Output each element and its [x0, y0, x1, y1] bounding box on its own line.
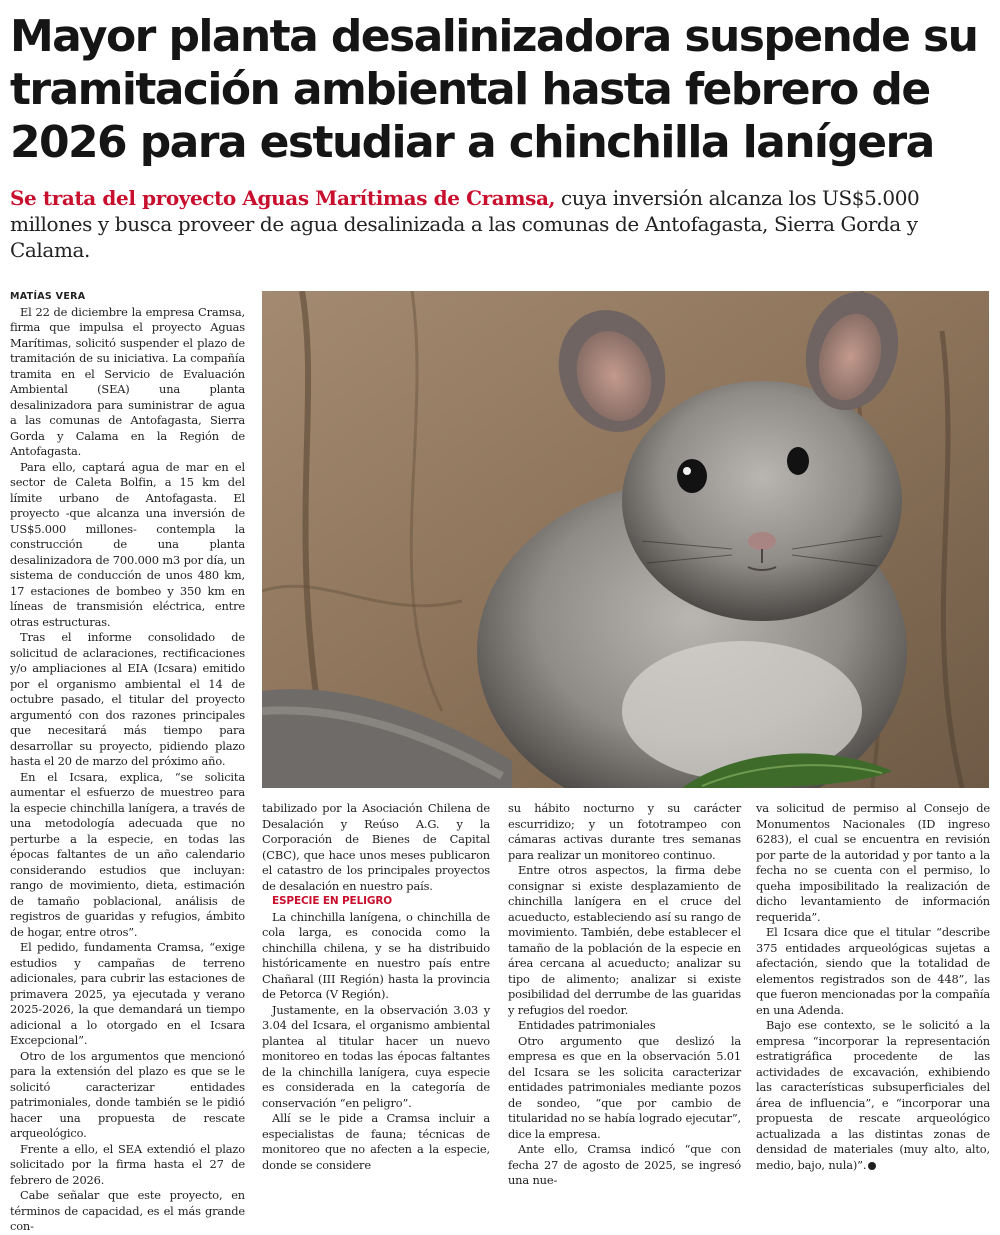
paragraph: tabilizado por la Asociación Chilena de Desalación y Reúso A.G. y la Corporación de Bienes de Capital (CBC), que hace unos meses publicaron el catastro de los principales proyectos de desalación en nuestro país. — [262, 801, 490, 893]
paragraph: Otro argumento que deslizó la empresa es que en la observación 5.01 del Icsara se les solicita caracterizar entidades patrimoniales mediante pozos de sondeo, “que por cambio de titularidad no se había logrado ejecutar”, dice la empresa. — [508, 1033, 741, 1141]
chinchilla-photo — [262, 291, 989, 788]
deck-rest: cuya inversión alcanza los US$5.000 millones y busca proveer de agua desalinizada a las comunas de Antofagasta, Sierra Gorda y Calama. — [10, 186, 920, 262]
paragraph: va solicitud de permiso al Consejo de Monumentos Nacionales (ID ingreso 6283), el cual se encuentra en revisión por parte de la autoridad y por tanto a la fecha no se cuenta con el permiso, lo queha imposibilitado la realización de dicho levantamiento de información requerida”. — [756, 801, 990, 924]
paragraph: El Icsara dice que el titular “describe 375 entidades arqueológicas sujetas a afectación, siendo que la totalidad de elementos registrados son de 448”, las que fueron mencionadas por la compañía en una Adenda. — [756, 925, 990, 1017]
paragraph: Justamente, en la observación 3.03 y 3.04 del Icsara, el organismo ambiental plantea al titular hacer un nuevo monitoreo en todas las épocas faltantes de la chinchilla lanígera, cuya especie es considerada en la categoría de conservación “en peligro”. — [262, 1002, 490, 1110]
end-mark-icon — [868, 1162, 876, 1170]
paragraph: Allí se le pide a Cramsa incluir a especialistas de fauna; técnicas de monitoreo que no afecten a la especie, donde se considere — [262, 1111, 490, 1172]
column-2 — [262, 801, 490, 1173]
paragraph: Frente a ello, el SEA extendió el plazo solicitado por la firma hasta el 27 de febrero de 2026. — [10, 1141, 245, 1187]
paragraph: Cabe señalar que este proyecto, en términos de capacidad, es el más grande con- — [10, 1188, 245, 1233]
deck — [10, 185, 995, 263]
byline: MATÍAS VERA — [10, 291, 86, 302]
column-3 — [508, 801, 741, 1189]
paragraph: El pedido, fundamenta Cramsa, “exige estudios y campañas de terreno adicionales, para cubrir las estaciones de primavera 2025, ya ejecutada y verano 2025-2026, la que demandará un tiempo adicional a lo otorgado en el Icsara Excepcional”. — [10, 940, 245, 1047]
paragraph: La chinchilla lanígena, o chinchilla de cola larga, es conocida como la chinchilla chilena, y se ha distribuido históricamente en nuestro país entre Chañaral (III Región) hasta la provincia de Petorca (V Región). — [262, 909, 490, 1001]
paragraph-label: Entidades patrimoniales — [518, 1018, 656, 1032]
paragraph: su hábito nocturno y su carácter escurridizo; y un fototrampeo con cámaras activas durante tres semanas para realizar un monitoreo continuo. — [508, 801, 741, 862]
deck-lead: Se trata del proyecto Aguas Marítimas de Cramsa, — [10, 186, 556, 210]
column-1 — [10, 289, 245, 1235]
paragraph: Otro de los argumentos que mencionó para la extensión del plazo es que se le solicitó caracterizar entidades patrimoniales, donde también se le pidió hacer una propuesta de rescate arqueológico. — [10, 1048, 245, 1140]
section-subhead: ESPECIE EN PELIGRO — [272, 895, 393, 907]
paragraph: En el Icsara, explica, “se solicita aumentar el esfuerzo de muestreo para la especie chinchilla lanígera, a través de una metodología adecuada que no perturbe a la especie, en todas las épocas faltantes de un año calendario considerando estudios que incluyan: rango de movimiento, dieta, estimación de tamaño poblacional, análisis de registros de guaridas y refugios, ámbito de hogar, entre otros”. — [10, 769, 245, 939]
paragraph: Para ello, captará agua de mar en el sector de Caleta Bolfin, a 15 km del límite urbano de Antofagasta. El proyecto -que alcanza una inversión de US$5.000 millones- contempla la construcción de una planta desalinizadora de 700.000 m3 por día, un sistema de conducción de unos 480 km, 17 estaciones de bombeo y 350 km en líneas de transmisión eléctrica, entre otras estructuras. — [10, 459, 245, 629]
headline: Mayor planta desalinizadora suspende su tramitación ambiental hasta febrero de 2026 para estudiar a chinchilla lanígera — [10, 11, 978, 168]
paragraph: Tras el informe consolidado de solicitud de aclaraciones, rectificaciones y/o ampliaciones al EIA (Icsara) emitido por el organismo ambiental el 14 de octubre pasado, el titular del proyecto argumentó con dos razones principales que necesitará más tiempo para desarrollar su proyecto, pidiendo plazo hasta el 20 de marzo del próximo año. — [10, 630, 245, 768]
column-4 — [756, 801, 990, 1173]
paragraph: Ante ello, Cramsa indicó “que con fecha 27 de agosto de 2025, se ingresó una nue- — [508, 1142, 741, 1187]
paragraph-text: Bajo ese contexto, se le solicitó a la empresa “incorporar la representación estratigráfica procedente de las actividades de excavación, exhibiendo las características subsuperficiales del área de influencia”, e “incorporar una propuesta de rescate arqueológico actualizada a las distintas zonas de densidad de materiales (muy alto, alto, medio, bajo, nula)”. — [756, 1018, 990, 1172]
paragraph: Entre otros aspectos, la firma debe consignar si existe desplazamiento de chinchilla lanígera en el cruce del acueducto, estableciendo así su rango de movimiento. También, debe establecer el tamaño de la población de la especie en área cercana al acueducto; analizar su tipo de alimento; analizar si existe posibilidad del derrumbe de las guaridas y refugios del roedor. — [508, 863, 741, 1017]
paragraph-last — [756, 1018, 990, 1173]
paragraph: El 22 de diciembre la empresa Cramsa, firma que impulsa el proyecto Aguas Marítimas, solicitó suspender el plazo de tramitación de su iniciativa. La compañía tramita en el Servicio de Evaluación Ambiental (SEA) una planta desalinizadora para suministrar de agua a las comunas de Antofagasta, Sierra Gorda y Calama en la Región de Antofagasta. — [10, 304, 245, 458]
